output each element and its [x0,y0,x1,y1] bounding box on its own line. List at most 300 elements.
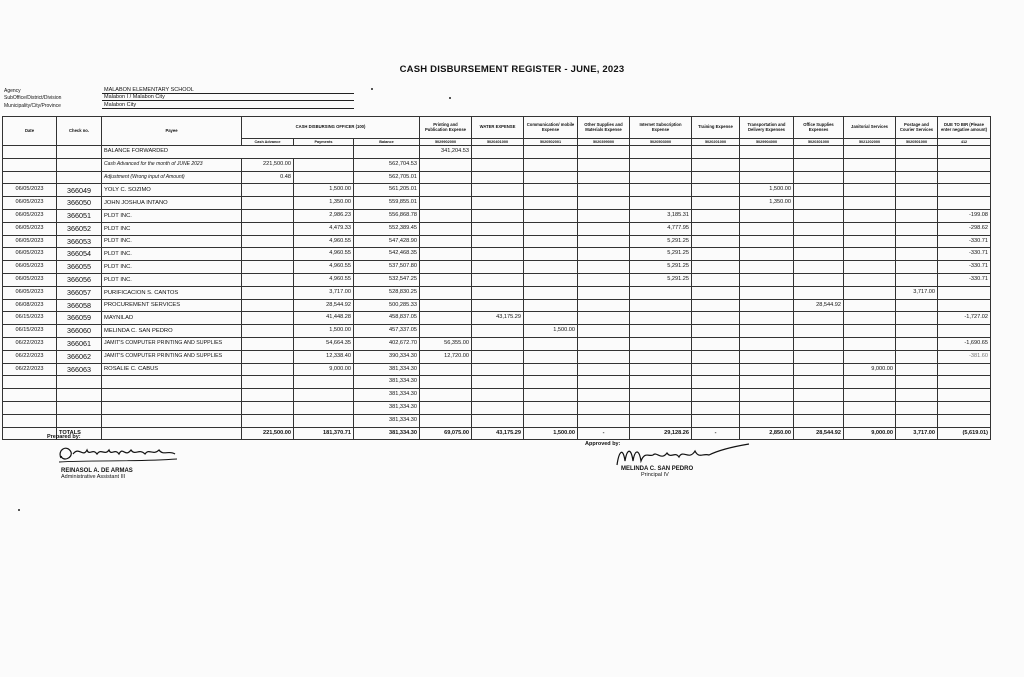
empty-cell [420,389,472,402]
balance-cell: 500,285.33 [354,299,420,312]
cdo-header: CASH DISBURSING OFFICER (100) [242,117,420,139]
printing-cell [420,184,472,197]
prepared-by-label: Prepared by: [47,434,81,440]
comm-cell: 1,500.00 [524,325,578,338]
empty-cell [896,389,938,402]
balance-cell: 552,389.45 [354,222,420,235]
printing-cell [420,209,472,222]
account-header: WATER EXPENSE [472,117,524,139]
postage-cell [896,209,938,222]
balance-cell: 556,868.78 [354,209,420,222]
check-number-cell: 366059 [57,312,102,325]
bir-cell: -298.62 [938,222,991,235]
total-office-cell: 28,544.92 [794,427,844,440]
balance-cell: 559,855.01 [354,197,420,210]
date-cell: 06/05/2023 [3,273,57,286]
register-title: CASH DISBURSEMENT REGISTER - JUNE, 2023 [399,64,625,75]
water-cell [472,363,524,376]
check-header: Check no. [57,117,102,146]
balance-cell: 390,334.30 [354,350,420,363]
empty-cell [578,414,630,427]
bir-cell: -199.08 [938,209,991,222]
empty-cell [102,401,242,414]
table-row [3,286,991,299]
transport-cell: 1,500.00 [740,184,794,197]
empty-cell [3,389,57,402]
table-row [3,299,991,312]
transport-cell [740,209,794,222]
advance-cell [242,261,294,274]
janitorial-cell [844,197,896,210]
date-cell: 06/05/2023 [3,197,57,210]
empty-cell [844,414,896,427]
other-cell [578,337,630,350]
bir-cell [938,184,991,197]
empty-cell [57,376,102,389]
table-row [3,222,991,235]
empty-cell [794,376,844,389]
training-cell [692,184,740,197]
office-cell [794,235,844,248]
bir-cell: -330.71 [938,273,991,286]
other-cell [578,209,630,222]
bir-cell [938,286,991,299]
bir-cell: -1,727.02 [938,312,991,325]
transport-cell [740,235,794,248]
payee-cell: PLDT INC. [102,261,242,274]
printing-cell [420,261,472,274]
empty-cell [294,376,354,389]
date-cell: 06/15/2023 [3,325,57,338]
postage-cell [896,197,938,210]
printing-cell [420,363,472,376]
internet-cell: 4,777.95 [630,222,692,235]
advance-cell [242,273,294,286]
disbursement-table [2,116,991,440]
check-number-cell: 366050 [57,197,102,210]
empty-cell [938,376,991,389]
other-cell [578,363,630,376]
training-cell [692,350,740,363]
table-row [3,389,991,402]
balance-cell: 542,468.35 [354,248,420,261]
transport-cell [740,222,794,235]
advance-cell [242,197,294,210]
training-cell [692,209,740,222]
janitorial-cell [844,248,896,261]
account-code: 5020502001 [524,139,578,146]
total-comm-cell: 1,500.00 [524,427,578,440]
check-number-cell: 366053 [57,235,102,248]
comm-cell [524,235,578,248]
empty-cell [896,376,938,389]
advance-cell [242,222,294,235]
transport-cell [740,248,794,261]
total-postage-cell: 3,717.00 [896,427,938,440]
postage-cell [896,350,938,363]
payee-cell: JOHN JOSHUA INTANO [102,197,242,210]
total-printing-cell: 69,075.00 [420,427,472,440]
printing-cell [420,299,472,312]
janitorial-cell [844,273,896,286]
internet-cell [630,337,692,350]
balance-cell: 457,337.05 [354,325,420,338]
bir-cell: -381.60 [938,350,991,363]
account-code: 5029904000 [740,139,794,146]
training-cell [692,197,740,210]
internet-cell [630,325,692,338]
internet-cell [630,184,692,197]
check-number-cell: 366052 [57,222,102,235]
balance-cell: 381,334.30 [354,401,420,414]
table-row [3,337,991,350]
prepared-signature-image [53,440,193,468]
training-cell [692,261,740,274]
account-header: Postage and Courier Services [896,117,938,139]
agency-value: MALABON ELEMENTARY SCHOOL [102,87,354,94]
balance-cell: 381,334.30 [354,389,420,402]
payment-cell: 4,960.55 [294,273,354,286]
balance-cell: 402,672.70 [354,337,420,350]
empty-cell [896,414,938,427]
water-cell [472,273,524,286]
account-header: Training Expense [692,117,740,139]
janitorial-cell [844,261,896,274]
payee-cell: JAMIT'S COMPUTER PRINTING AND SUPPLIES [102,350,242,363]
comm-cell [524,273,578,286]
date-cell: 06/05/2023 [3,184,57,197]
empty-cell [692,376,740,389]
training-cell [692,325,740,338]
table-row [3,261,991,274]
total-janitorial-cell: 9,000.00 [844,427,896,440]
training-cell [692,222,740,235]
total-payments-cell: 181,370.71 [294,427,354,440]
empty-cell [57,401,102,414]
balance-header: Balance [354,139,420,146]
training-cell [692,299,740,312]
comm-cell [524,248,578,261]
payee-cell: PROCUREMENT SERVICES [102,299,242,312]
other-cell [578,197,630,210]
advance-cell [242,363,294,376]
table-row [3,184,991,197]
total-internet-cell: 29,128.26 [630,427,692,440]
water-cell: 43,175.29 [472,312,524,325]
other-cell [578,248,630,261]
payee-cell: PLDT INC [102,222,242,235]
balance-cell: 381,334.30 [354,363,420,376]
empty-cell [294,401,354,414]
advance-cell [242,325,294,338]
empty-cell [420,414,472,427]
empty-cell [844,401,896,414]
payee-cell: MAYNILAD [102,312,242,325]
total-other-cell: - [578,427,630,440]
empty-cell [472,389,524,402]
total-bir-cell: (5,619.01) [938,427,991,440]
payment-cell: 41,448.28 [294,312,354,325]
table-row [3,197,991,210]
transport-cell: 1,350.00 [740,197,794,210]
empty-cell [794,414,844,427]
empty-cell [242,401,294,414]
empty-cell [102,389,242,402]
bir-cell [938,325,991,338]
printing-cell [420,235,472,248]
empty-cell [740,389,794,402]
internet-cell: 5,291.25 [630,235,692,248]
office-cell [794,184,844,197]
empty-cell [3,376,57,389]
date-cell: 06/22/2023 [3,350,57,363]
empty-cell [3,401,57,414]
header-row [3,117,991,139]
payment-cell: 4,479.33 [294,222,354,235]
check-number-cell: 366060 [57,325,102,338]
postage-cell [896,261,938,274]
account-header: Printing and Publication Expense [420,117,472,139]
water-cell [472,235,524,248]
municipality-value: Malabon City [102,102,354,109]
internet-cell [630,299,692,312]
empty-cell [740,401,794,414]
account-code: 5020201000 [692,139,740,146]
empty-cell [472,376,524,389]
comm-cell [524,363,578,376]
check-number-cell: 366055 [57,261,102,274]
postage-cell [896,363,938,376]
account-header: DUE TO BIR (Please enter negative amount) [938,117,991,139]
total-advance-cell: 221,500.00 [242,427,294,440]
postage-cell [896,222,938,235]
postage-cell [896,312,938,325]
payments-header: Payments [294,139,354,146]
empty-cell [102,414,242,427]
cash-advance-label: Cash Advanced for the month of JUNE 2023 [102,158,242,171]
empty-cell [420,376,472,389]
empty-cell [524,414,578,427]
office-cell [794,312,844,325]
empty-cell [472,414,524,427]
account-header: Communication/ mobile Expense [524,117,578,139]
advance-cell: 0.48 [242,171,294,184]
empty-cell [294,414,354,427]
balance-cell: 341,204.53 [420,146,472,159]
account-code: 5021202000 [844,139,896,146]
training-cell [692,337,740,350]
office-cell [794,248,844,261]
water-cell [472,286,524,299]
comm-cell [524,184,578,197]
payee-cell: ROSALIE C. CABUS [102,363,242,376]
internet-cell [630,312,692,325]
approved-name: MELINDA C. SAN PEDRO [621,466,694,472]
date-cell: 06/05/2023 [3,235,57,248]
empty-cell [740,376,794,389]
prepared-position: Administrative Assistant III [61,474,126,480]
empty-cell [294,389,354,402]
date-cell: 06/08/2023 [3,299,57,312]
account-code: 5020401000 [472,139,524,146]
payment-cell: 2,986.23 [294,209,354,222]
empty-cell [630,414,692,427]
account-code: 5020501000 [896,139,938,146]
date-cell: 06/05/2023 [3,248,57,261]
empty-cell [242,389,294,402]
office-cell [794,273,844,286]
payment-cell: 12,338.40 [294,350,354,363]
empty-cell [740,414,794,427]
internet-cell: 5,291.25 [630,273,692,286]
advance-cell [242,286,294,299]
other-cell [578,350,630,363]
internet-cell: 3,185.31 [630,209,692,222]
payment-cell: 4,960.55 [294,235,354,248]
empty-cell [578,376,630,389]
internet-cell [630,286,692,299]
office-cell [794,286,844,299]
check-number-cell: 366054 [57,248,102,261]
water-cell [472,184,524,197]
postage-cell [896,299,938,312]
empty-cell [692,414,740,427]
balance-cell: 561,205.01 [354,184,420,197]
training-cell [692,235,740,248]
speck [371,88,373,90]
payee-cell: PURIFICACION S. CANTOS [102,286,242,299]
janitorial-cell [844,286,896,299]
empty-cell [794,401,844,414]
postage-cell: 3,717.00 [896,286,938,299]
prepared-by-block [47,434,193,480]
janitorial-cell [844,184,896,197]
table-row [3,414,991,427]
janitorial-cell [844,209,896,222]
advance-cell [242,350,294,363]
empty-cell [692,401,740,414]
payee-cell: PLDT INC. [102,209,242,222]
other-cell [578,325,630,338]
check-number-cell: 366063 [57,363,102,376]
total-training-cell: - [692,427,740,440]
date-cell: 06/05/2023 [3,222,57,235]
table-row [3,209,991,222]
janitorial-cell [844,325,896,338]
account-code: 5029902000 [420,139,472,146]
comm-cell [524,350,578,363]
payment-cell: 1,500.00 [294,325,354,338]
approved-by-block [585,441,783,478]
cash-advance-row [3,158,991,171]
account-header: Office Supplies Expenses [794,117,844,139]
balance-cell: 562,705.01 [354,171,420,184]
office-cell [794,261,844,274]
printing-cell [420,325,472,338]
agency-info [4,86,354,109]
empty-cell [630,376,692,389]
empty-cell [242,376,294,389]
advance-cell [242,235,294,248]
water-cell [472,248,524,261]
check-number-cell: 366051 [57,209,102,222]
check-number-cell: 366061 [57,337,102,350]
transport-cell [740,261,794,274]
bir-cell [938,197,991,210]
agency-label: Agency [4,87,21,94]
balance-forwarded-label: BALANCE FORWARDED [102,146,354,159]
empty-cell [420,401,472,414]
check-number-cell: 366056 [57,273,102,286]
printing-cell [420,248,472,261]
empty-cell [630,401,692,414]
other-cell [578,299,630,312]
transport-cell [740,273,794,286]
payment-cell: 1,500.00 [294,184,354,197]
payment-cell: 4,960.55 [294,261,354,274]
advance-cell [242,184,294,197]
advance-cell: 221,500.00 [242,158,294,171]
comm-cell [524,209,578,222]
other-cell [578,312,630,325]
comm-cell [524,337,578,350]
advance-cell [242,248,294,261]
postage-cell [896,273,938,286]
date-cell: 06/22/2023 [3,337,57,350]
speck [449,97,451,99]
payment-cell: 1,350.00 [294,197,354,210]
balance-forwarded-row [3,146,991,159]
empty-cell [896,401,938,414]
empty-cell [242,414,294,427]
total-transport-cell: 2,850.00 [740,427,794,440]
prepared-name: REINASOL A. DE ARMAS [61,468,133,474]
account-code: 5020399000 [578,139,630,146]
table-row [3,401,991,414]
other-cell [578,273,630,286]
account-code: 5020301000 [794,139,844,146]
training-cell [692,363,740,376]
empty-cell [630,389,692,402]
empty-cell [578,401,630,414]
advance-cell [242,209,294,222]
transport-cell [740,286,794,299]
bir-cell [938,363,991,376]
bir-cell: -330.71 [938,261,991,274]
other-cell [578,222,630,235]
date-cell: 06/22/2023 [3,363,57,376]
cash-advance-header: Cash Advance [242,139,294,146]
water-cell [472,209,524,222]
table-row [3,376,991,389]
account-header: Other Supplies and Materials Expense [578,117,630,139]
total-water-cell: 43,175.29 [472,427,524,440]
account-header: Janitorial Services [844,117,896,139]
empty-cell [57,389,102,402]
table-row [3,273,991,286]
payee-cell: MELINDA C. SAN PEDRO [102,325,242,338]
transport-cell [740,363,794,376]
training-cell [692,273,740,286]
other-cell [578,184,630,197]
janitorial-cell [844,235,896,248]
other-cell [578,261,630,274]
empty-cell [938,389,991,402]
check-number-cell: 366058 [57,299,102,312]
table-row [3,312,991,325]
empty-cell [57,414,102,427]
payment-cell: 54,664.35 [294,337,354,350]
